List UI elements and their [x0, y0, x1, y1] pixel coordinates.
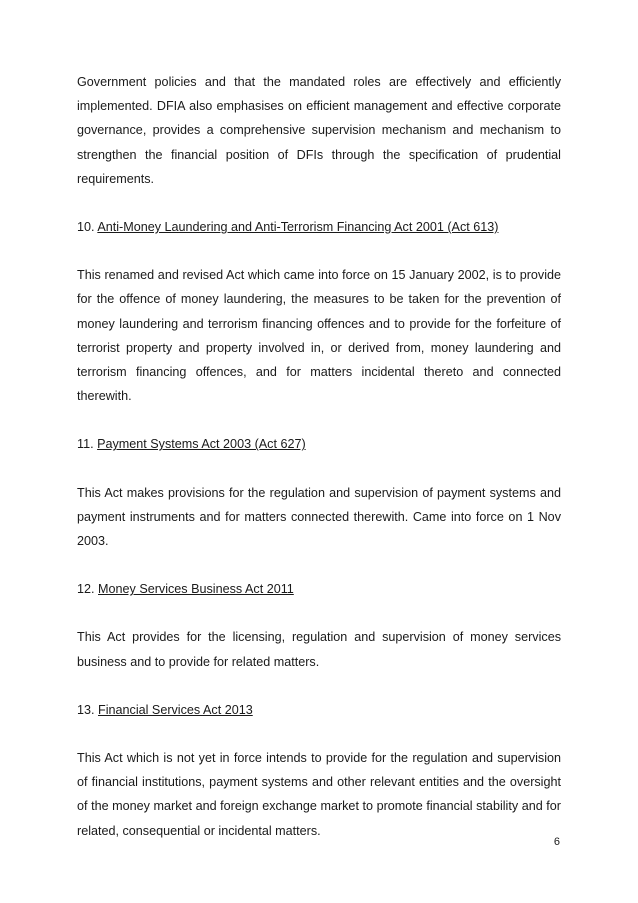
section-number: 10.	[77, 220, 95, 235]
section-title: Money Services Business Act 2011	[98, 582, 294, 597]
section-title: Payment Systems Act 2003 (Act 627)	[97, 437, 306, 452]
section-heading	[77, 432, 561, 456]
page-number: 6	[553, 836, 560, 848]
page-content	[77, 70, 561, 843]
section-number: 12.	[77, 582, 95, 597]
intro-paragraph: Government policies and that the mandated roles are effectively and efficiently implemented. DFIA also emphasises on efficient management and effective corporate governance, provides a comprehensive supervision mechanism and mechanism to strengthen the financial position of DFIs through the specification of prudential requirements.	[77, 75, 561, 186]
section-number: 11.	[77, 437, 94, 452]
section-heading	[77, 215, 561, 239]
section-body: This Act makes provisions for the regulation and supervision of payment systems and payment instruments and for matters connected therewith. Came into force on 1 Nov 2003.	[77, 485, 561, 549]
section-heading	[77, 698, 561, 722]
section-body: This Act provides for the licensing, regulation and supervision of money services business and to provide for related matters.	[77, 630, 561, 669]
section-body: This Act which is not yet in force intends to provide for the regulation and supervision of financial institutions, payment systems and other relevant entities and the oversight of the money market and foreign exchange market to promote financial stability and for related, consequential or incidental matters.	[77, 751, 561, 838]
section-title: Anti-Money Laundering and Anti-Terrorism Financing Act 2001 (Act 613)	[97, 220, 499, 235]
section-number: 13.	[77, 702, 95, 717]
section-body: This renamed and revised Act which came into force on 15 January 2002, is to provide for the offence of money laundering, the measures to be taken for the prevention of money laundering and terrorism financing offences and to provide for the forfeiture of terrorist property and property involved in, or derived from, money laundering and terrorism financing offences, and for matters incidental thereto and connected therewith.	[77, 268, 561, 404]
section-heading	[77, 577, 561, 601]
section-title: Financial Services Act 2013	[98, 702, 253, 717]
